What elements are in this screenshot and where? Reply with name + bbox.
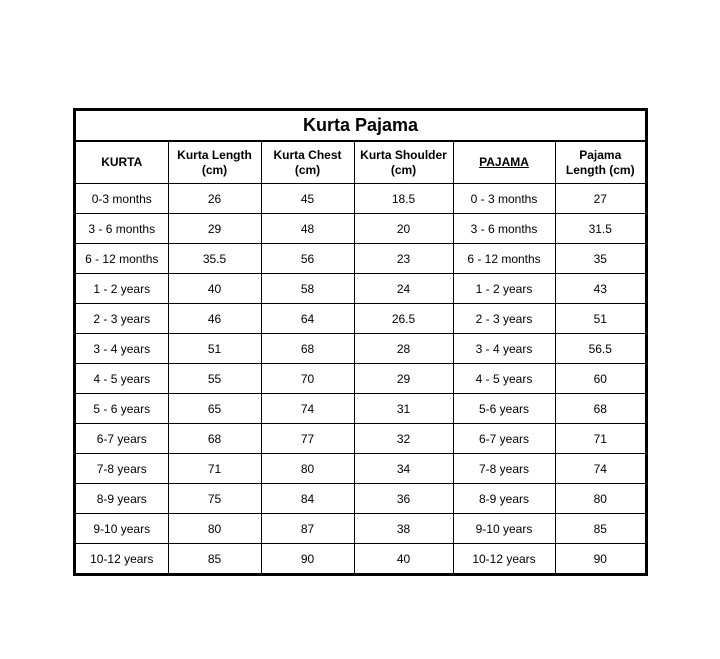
- cell-kurta-shoulder: 24: [354, 274, 453, 304]
- table-row: [76, 514, 645, 544]
- table-row: [76, 184, 645, 214]
- cell-kurta-size: 1 - 2 years: [76, 274, 168, 304]
- cell-pajama-length: 90: [555, 544, 645, 574]
- cell-kurta-size: 9-10 years: [76, 514, 168, 544]
- header-label: PAJAMA: [479, 155, 529, 169]
- cell-kurta-chest: 90: [261, 544, 354, 574]
- header-unit: (cm): [201, 162, 228, 177]
- cell-pajama-length: 31.5: [555, 214, 645, 244]
- cell-kurta-size: 2 - 3 years: [76, 304, 168, 334]
- cell-pajama-size: 5-6 years: [453, 394, 555, 424]
- cell-kurta-length: 85: [168, 544, 261, 574]
- cell-kurta-shoulder: 20: [354, 214, 453, 244]
- cell-pajama-size: 6-7 years: [453, 424, 555, 454]
- cell-pajama-size: 2 - 3 years: [453, 304, 555, 334]
- cell-kurta-chest: 58: [261, 274, 354, 304]
- header-label: KURTA: [101, 155, 143, 169]
- header-kurta: [76, 142, 168, 184]
- cell-kurta-size: 0-3 months: [76, 184, 168, 214]
- table-row: [76, 484, 645, 514]
- cell-kurta-chest: 87: [261, 514, 354, 544]
- cell-kurta-size: 6 - 12 months: [76, 244, 168, 274]
- size-chart: [73, 108, 648, 576]
- header-label: Kurta Shoulder: [360, 147, 447, 162]
- cell-kurta-chest: 45: [261, 184, 354, 214]
- cell-kurta-length: 46: [168, 304, 261, 334]
- cell-kurta-length: 75: [168, 484, 261, 514]
- cell-kurta-shoulder: 32: [354, 424, 453, 454]
- cell-pajama-length: 68: [555, 394, 645, 424]
- table-row: [76, 334, 645, 364]
- cell-kurta-length: 51: [168, 334, 261, 364]
- table-row: [76, 304, 645, 334]
- cell-kurta-length: 55: [168, 364, 261, 394]
- table-row: [76, 544, 645, 574]
- cell-kurta-shoulder: 28: [354, 334, 453, 364]
- cell-pajama-size: 9-10 years: [453, 514, 555, 544]
- cell-kurta-size: 4 - 5 years: [76, 364, 168, 394]
- header-unit: (cm): [294, 162, 321, 177]
- cell-pajama-length: 51: [555, 304, 645, 334]
- cell-kurta-chest: 74: [261, 394, 354, 424]
- cell-pajama-length: 71: [555, 424, 645, 454]
- table-row: [76, 394, 645, 424]
- cell-kurta-length: 71: [168, 454, 261, 484]
- cell-kurta-shoulder: 34: [354, 454, 453, 484]
- cell-kurta-length: 40: [168, 274, 261, 304]
- cell-pajama-length: 27: [555, 184, 645, 214]
- header-kurta-shoulder: [354, 142, 453, 184]
- cell-pajama-length: 35: [555, 244, 645, 274]
- cell-kurta-size: 7-8 years: [76, 454, 168, 484]
- header-unit: (cm): [390, 162, 417, 177]
- table-row: [76, 214, 645, 244]
- cell-kurta-length: 29: [168, 214, 261, 244]
- cell-kurta-shoulder: 40: [354, 544, 453, 574]
- cell-pajama-size: 0 - 3 months: [453, 184, 555, 214]
- cell-pajama-size: 7-8 years: [453, 454, 555, 484]
- cell-kurta-shoulder: 38: [354, 514, 453, 544]
- cell-kurta-size: 8-9 years: [76, 484, 168, 514]
- table-row: [76, 274, 645, 304]
- cell-kurta-length: 35.5: [168, 244, 261, 274]
- cell-kurta-chest: 64: [261, 304, 354, 334]
- cell-kurta-chest: 84: [261, 484, 354, 514]
- chart-title: Kurta Pajama: [76, 111, 645, 142]
- cell-pajama-length: 74: [555, 454, 645, 484]
- cell-pajama-size: 1 - 2 years: [453, 274, 555, 304]
- cell-kurta-chest: 77: [261, 424, 354, 454]
- header-label: Kurta Chest: [273, 147, 342, 162]
- header-pajama: [453, 142, 555, 184]
- cell-pajama-length: 56.5: [555, 334, 645, 364]
- header-kurta-length: [168, 142, 261, 184]
- cell-pajama-length: 85: [555, 514, 645, 544]
- cell-kurta-shoulder: 29: [354, 364, 453, 394]
- cell-pajama-size: 3 - 4 years: [453, 334, 555, 364]
- cell-kurta-size: 5 - 6 years: [76, 394, 168, 424]
- cell-kurta-size: 10-12 years: [76, 544, 168, 574]
- header-label: Kurta Length: [177, 147, 252, 162]
- header-row: [76, 142, 645, 184]
- cell-kurta-chest: 80: [261, 454, 354, 484]
- table-row: [76, 424, 645, 454]
- header-label: Pajama: [579, 147, 622, 162]
- cell-kurta-size: 6-7 years: [76, 424, 168, 454]
- cell-pajama-size: 8-9 years: [453, 484, 555, 514]
- table-row: [76, 364, 645, 394]
- cell-pajama-length: 60: [555, 364, 645, 394]
- header-kurta-chest: [261, 142, 354, 184]
- cell-kurta-shoulder: 23: [354, 244, 453, 274]
- cell-kurta-length: 26: [168, 184, 261, 214]
- cell-kurta-length: 68: [168, 424, 261, 454]
- cell-kurta-chest: 68: [261, 334, 354, 364]
- cell-pajama-size: 6 - 12 months: [453, 244, 555, 274]
- cell-kurta-size: 3 - 4 years: [76, 334, 168, 364]
- size-table: [76, 142, 645, 573]
- cell-pajama-length: 80: [555, 484, 645, 514]
- cell-kurta-shoulder: 26.5: [354, 304, 453, 334]
- cell-kurta-shoulder: 18.5: [354, 184, 453, 214]
- table-row: [76, 244, 645, 274]
- cell-kurta-shoulder: 31: [354, 394, 453, 424]
- cell-pajama-size: 10-12 years: [453, 544, 555, 574]
- cell-kurta-chest: 70: [261, 364, 354, 394]
- cell-pajama-size: 3 - 6 months: [453, 214, 555, 244]
- header-pajama-length: [555, 142, 645, 184]
- header-unit: Length (cm): [565, 162, 635, 177]
- cell-kurta-size: 3 - 6 months: [76, 214, 168, 244]
- cell-kurta-chest: 56: [261, 244, 354, 274]
- cell-pajama-size: 4 - 5 years: [453, 364, 555, 394]
- cell-kurta-chest: 48: [261, 214, 354, 244]
- cell-kurta-length: 80: [168, 514, 261, 544]
- table-row: [76, 454, 645, 484]
- cell-pajama-length: 43: [555, 274, 645, 304]
- cell-kurta-shoulder: 36: [354, 484, 453, 514]
- cell-kurta-length: 65: [168, 394, 261, 424]
